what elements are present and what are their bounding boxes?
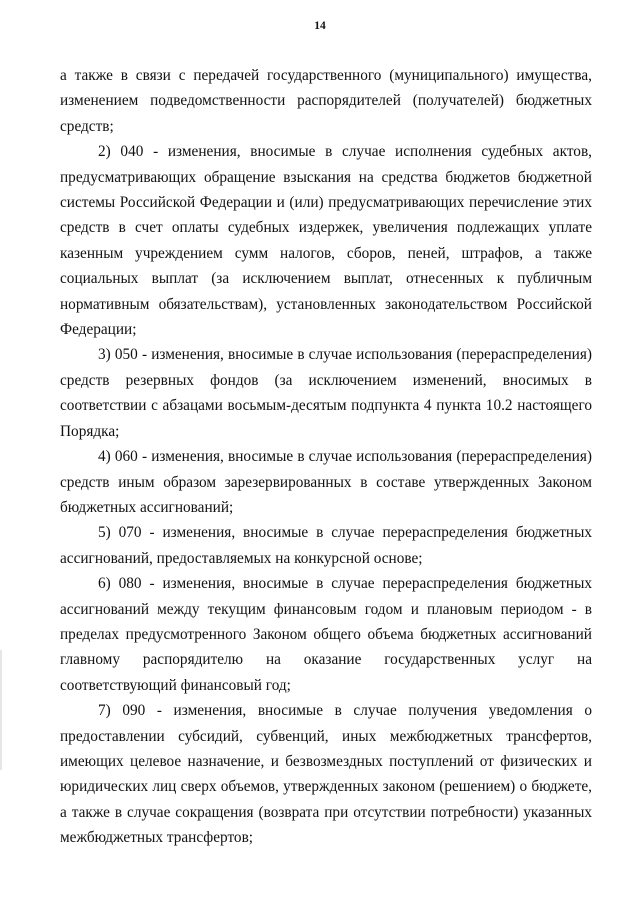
document-body xyxy=(60,63,592,851)
page-number: 14 xyxy=(314,20,326,32)
paragraph-item-050: 3) 050 - изменения, вносимые в случае использования (перераспределения) средств резервных фондов (за исключением изменений, вносимых в соответствии с абзацами восьмым-десятым подпункта 4 пункта 10.2 настоящего Порядка; xyxy=(60,346,592,440)
paragraph-item-090: 7) 090 - изменения, вносимые в случае получения уведомления о предоставлении субсидий, субвенций, иных межбюджетных трансфертов, имеющих целевое назначение, и безвозмездных поступлений от физических и юридических лиц сверх объемов, утвержденных законом (решением) о бюджете, а также в случае сокращения (возврата при отсутствии потребности) указанных межбюджетных трансфертов; xyxy=(60,702,592,847)
paragraph-item-060: 4) 060 - изменения, вносимые в случае использования (перераспределения) средств иным образом зарезервированных в составе утвержденных Законом бюджетных ассигнований; xyxy=(60,448,592,516)
paragraph-continuation: а также в связи с передачей государственного (муниципального) имущества, изменением подведомственности распорядителей (получателей) бюджетных средств; xyxy=(60,67,592,135)
paragraph-item-080: 6) 080 - изменения, вносимые в случае перераспределения бюджетных ассигнований между текущим финансовым годом и плановым периодом - в пределах предусмотренного Законом общего объема бюджетных ассигнований главному распорядителю на оказание государственных услуг на соответствующий финансовый год; xyxy=(60,575,592,694)
scan-edge-mark xyxy=(0,650,2,770)
paragraph-item-040: 2) 040 - изменения, вносимые в случае исполнения судебных актов, предусматривающих обращение взыскания на средства бюджетов бюджетной системы Российской Федерации и (или) предусматривающих перечисление этих средств в счет оплаты судебных издержек, увеличения подлежащих уплате казенным учреждением сумм налогов, сборов, пеней, штрафов, а также социальных выплат (за исключением выплат, отнесенных к публичным нормативным обязательствам), установленных законодательством Российской Федерации; xyxy=(60,143,592,339)
paragraph-item-070: 5) 070 - изменения, вносимые в случае перераспределения бюджетных ассигнований, предоставляемых на конкурсной основе; xyxy=(60,524,592,567)
